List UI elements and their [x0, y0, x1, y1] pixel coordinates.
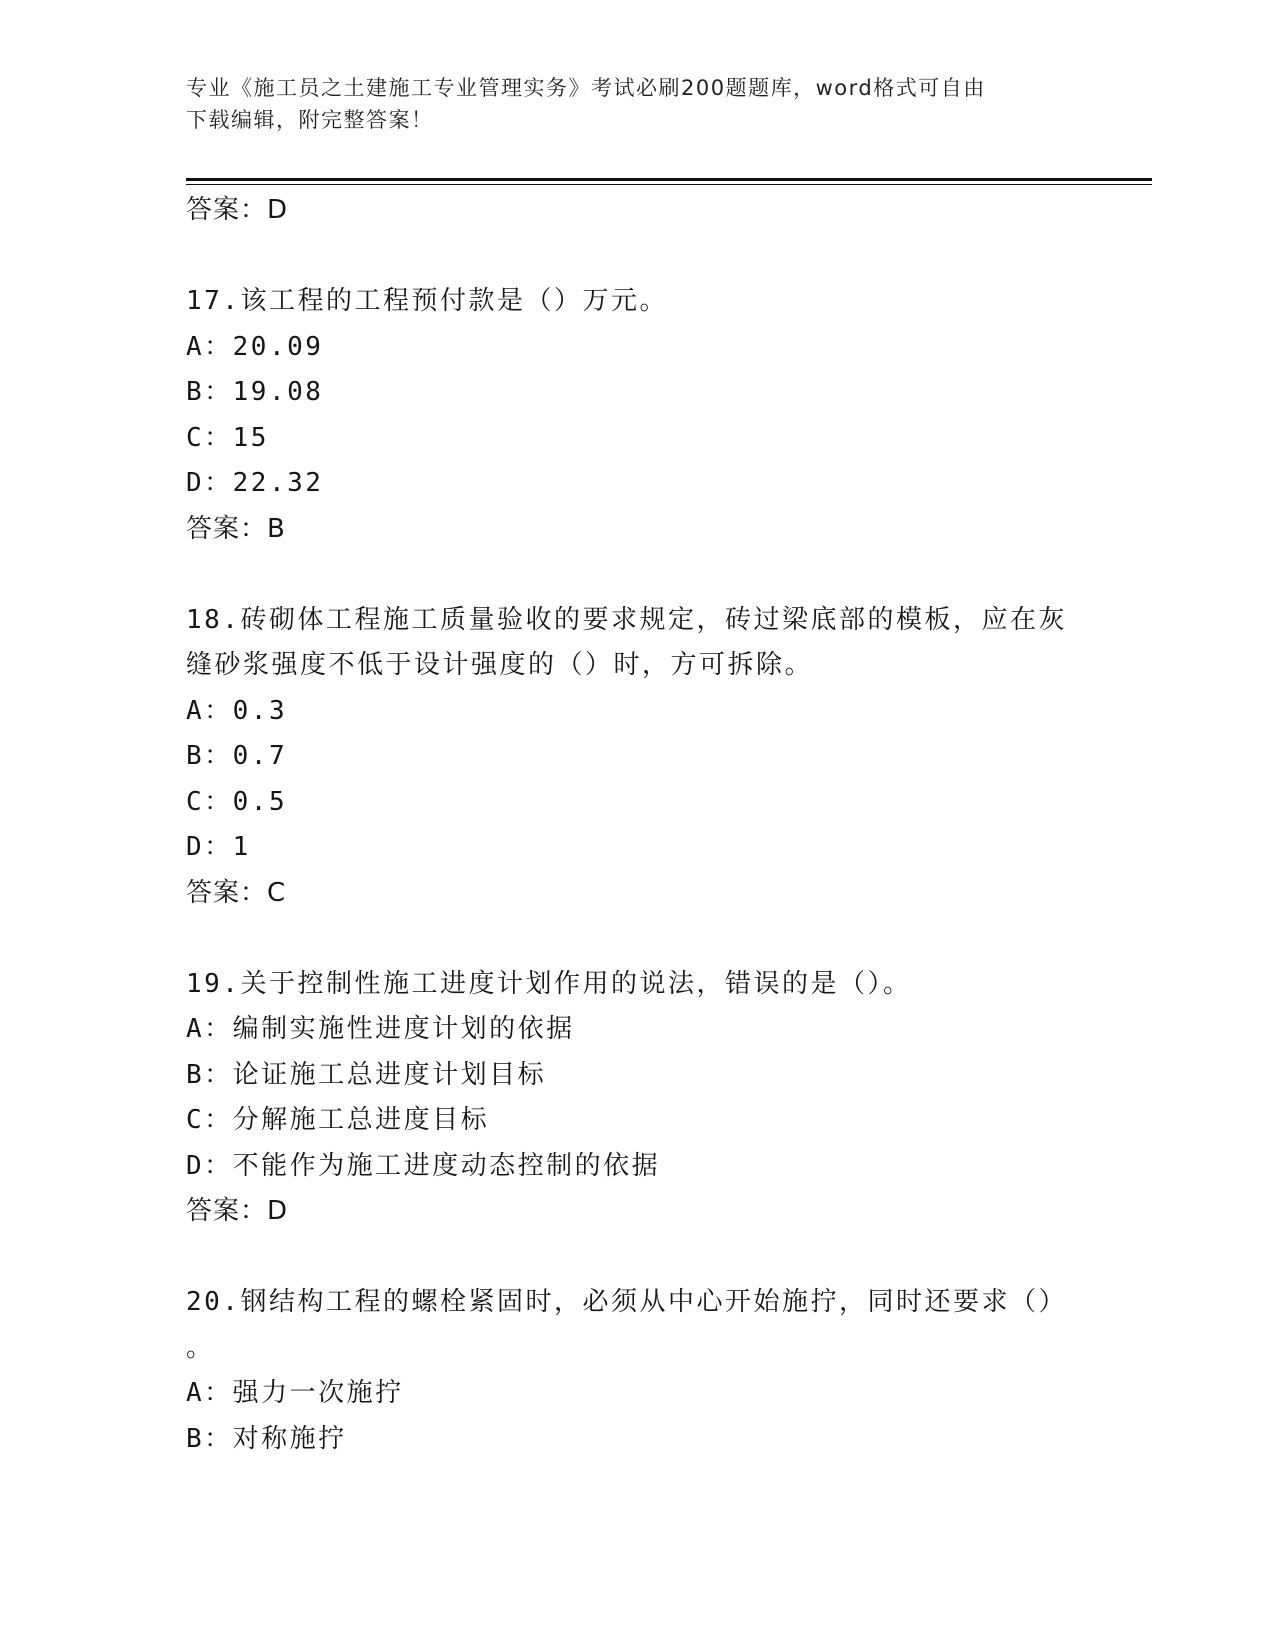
- question-list: [186, 188, 1086, 1462]
- spacer: [186, 234, 1086, 280]
- question-text: 18.砖砌体工程施工质量验收的要求规定，砖过梁底部的模板，应在灰: [186, 604, 1067, 635]
- question-text-continued: 。: [186, 1332, 215, 1363]
- option-c: C：0.5: [186, 786, 288, 817]
- answer: 答案：D: [186, 1196, 289, 1226]
- header-divider-thin: [186, 184, 1152, 185]
- spacer: [186, 916, 1086, 962]
- option-c: C：15: [186, 422, 269, 453]
- option-d: D：1: [186, 832, 251, 862]
- answer: 答案：B: [186, 513, 286, 544]
- question-17: [186, 279, 1086, 552]
- option-b: B：论证施工总进度计划目标: [186, 1059, 547, 1090]
- question-19: [186, 962, 1086, 1235]
- question-text-continued: 缝砂浆强度不低于设计强度的（）时，方可拆除。: [186, 650, 814, 680]
- previous-answer: 答案：D: [186, 195, 289, 225]
- header-line-2: 下载编辑，附完整答案！: [186, 108, 434, 132]
- question-18: [186, 598, 1086, 917]
- option-a: A：0.3: [186, 695, 288, 726]
- header-line-1: 专业《施工员之土建施工专业管理实务》考试必刷200题题库，word格式可自由: [186, 76, 986, 100]
- option-c: C：分解施工总进度目标: [186, 1105, 490, 1135]
- question-text: 19.关于控制性施工进度计划作用的说法，错误的是（）。: [186, 968, 912, 999]
- option-a: A：强力一次施拧: [186, 1378, 404, 1408]
- option-d: D：22.32: [186, 468, 324, 498]
- spacer: [186, 552, 1086, 598]
- spacer: [186, 1235, 1086, 1281]
- document-header: [186, 72, 1086, 136]
- option-a: A：编制实施性进度计划的依据: [186, 1014, 575, 1044]
- option-b: B：0.7: [186, 741, 288, 771]
- question-20: [186, 1280, 1086, 1462]
- answer: 答案：C: [186, 877, 287, 908]
- option-a: A：20.09: [186, 331, 324, 362]
- option-d: D：不能作为施工进度动态控制的依据: [186, 1150, 661, 1181]
- option-b: B：对称施拧: [186, 1423, 347, 1454]
- option-b: B：19.08: [186, 377, 324, 407]
- header-divider-thick: [186, 178, 1152, 181]
- question-text: 17.该工程的工程预付款是（）万元。: [186, 286, 668, 316]
- question-text: 20.钢结构工程的螺栓紧固时，必须从中心开始施拧，同时还要求（）: [186, 1287, 1067, 1317]
